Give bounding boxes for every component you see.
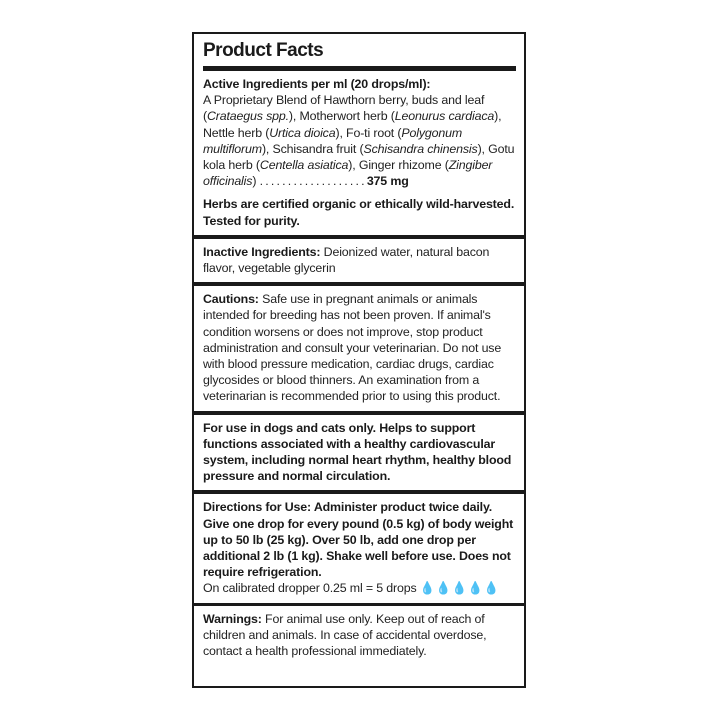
latin-name: Crataegus spp.	[206, 109, 289, 124]
ingredient-text: ), Schisandra fruit (	[261, 141, 364, 156]
panel-title: Product Facts	[203, 38, 516, 71]
ingredient-text: ), Motherwort herb (	[288, 109, 395, 124]
active-ingredients-section	[203, 71, 516, 229]
intended-use-section: For use in dogs and cats only. Helps to support functions associated with a healthy cardiovascular system, including normal heart rhythm, healthy blood pressure and normal circulation.	[203, 420, 512, 484]
ingredient-text: )	[252, 174, 257, 189]
amount-line	[260, 174, 409, 188]
certified-note: Herbs are certified organic or ethically wild-harvested. Tested for purity.	[203, 197, 515, 228]
directions-text: Directions for Use: Administer product twice daily. Give one drop for every pound (0.5 kg) of body weight up to 50 lb (25 kg). Over 50 lb, add one drop per additional 2 lb (1 kg). Shake well before use. Does not require refrigeration.	[203, 500, 514, 580]
ingredient-text: A Proprietary Blend of Hawthorn berry, buds and leaf (	[203, 93, 485, 124]
latin-name: Centella asiatica	[259, 158, 349, 173]
cautions-text: Safe use in pregnant animals or animals intended for breeding has not been proven. If animal's condition worsens or does not improve, stop product administration and consult your veterinarian. Do not use with blood pressure medication, cardiac drugs, cardiac glycosides or blood thinners. An examination from a veterinarian is recommended prior to using this product.	[203, 292, 502, 404]
ingredient-text: ), Ginger rhizome (	[348, 158, 449, 173]
leader-dots: ...................	[259, 174, 367, 189]
dropper-note	[203, 580, 516, 596]
blend-amount: 375 mg	[366, 174, 409, 189]
inactive-label: Inactive Ingredients:	[203, 244, 321, 259]
latin-name: Polygonum multiflorum	[203, 125, 463, 156]
dropper-text: On calibrated dropper 0.25 ml = 5 drops	[203, 581, 420, 596]
warnings-label: Warnings:	[203, 611, 262, 626]
active-ingredients-heading: Active Ingredients per ml (20 drops/ml):	[203, 77, 431, 91]
product-facts-panel	[192, 32, 526, 688]
ingredient-text: ), Gotu kola herb (	[203, 141, 515, 173]
inactive-ingredients-section	[203, 239, 516, 276]
warnings-section	[203, 606, 516, 660]
cautions-section	[203, 286, 516, 404]
directions-section	[203, 494, 516, 596]
latin-name: Zingiber officinalis	[203, 158, 493, 189]
inactive-text: Deionized water, natural bacon flavor, vegetable glycerin	[203, 244, 490, 276]
cautions-label: Cautions:	[203, 292, 259, 307]
droplet-icons: 💧💧💧💧💧	[419, 581, 500, 596]
active-ingredients-list	[203, 92, 516, 189]
latin-name: Schisandra chinensis	[363, 141, 478, 156]
latin-name: Urtica dioica	[269, 125, 336, 140]
latin-name: Leonurus cardiaca	[394, 109, 495, 124]
ingredient-text: ), Nettle herb (	[203, 109, 502, 140]
warnings-text: For animal use only. Keep out of reach of children and animals. In case of accidental overdose, contact a health professional immediately.	[203, 611, 487, 659]
ingredient-text: ), Fo-ti root (	[335, 125, 402, 140]
